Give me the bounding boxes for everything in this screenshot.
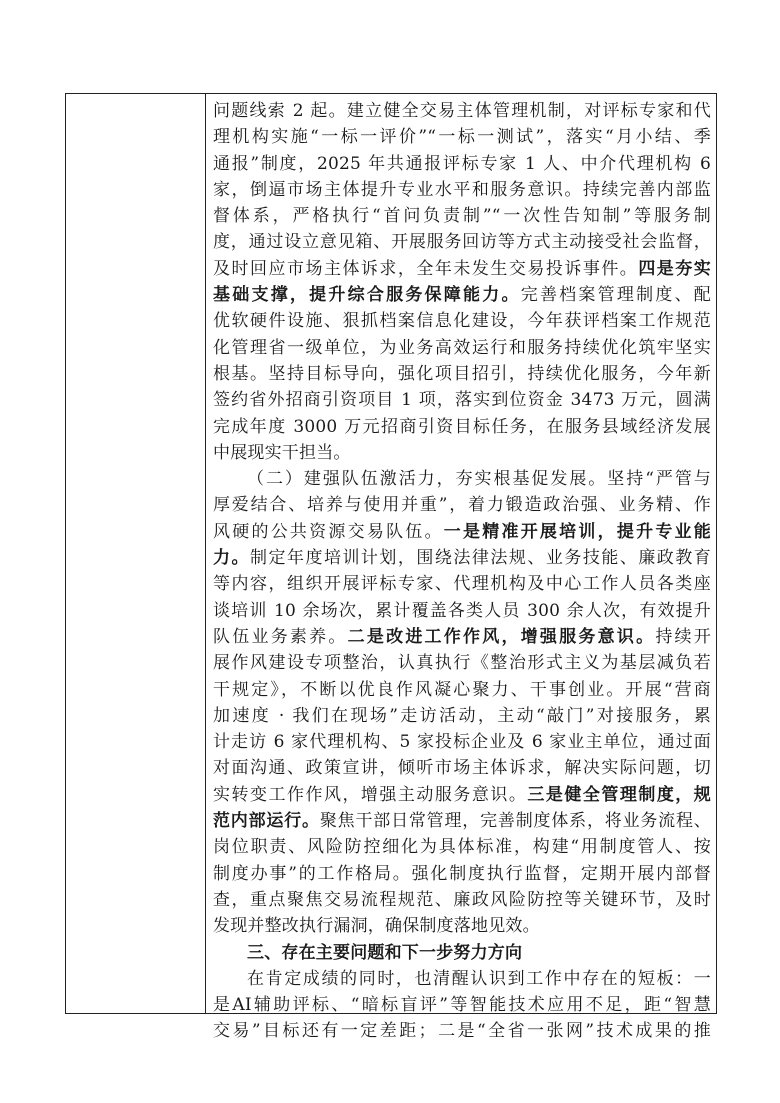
text-line	[213, 177, 711, 203]
text-segment: 理机构实施“一标一评价”“一标一测试”，落实“月小结、季	[213, 127, 711, 148]
bold-text-segment: 范内部运行。	[213, 811, 320, 832]
text-segment: 督体系，严格执行“首问负责制”“一次性告知制”等服务制	[213, 206, 711, 227]
text-segment: 聚焦干部日常管理，完善制度体系，将业务流程、	[319, 811, 711, 832]
text-line	[213, 677, 711, 703]
text-segment: 厚爱结合、培养与使用并重”，着力锻造政治强、业务精、作	[213, 495, 711, 516]
text-segment: 对面沟通、政策宣讲，倾听市场主体诉求，解决实际问题，切	[213, 758, 711, 779]
text-line	[213, 98, 711, 124]
text-line	[213, 729, 711, 755]
text-line	[213, 361, 711, 387]
text-line	[213, 203, 711, 229]
text-line	[213, 650, 711, 676]
bold-text-segment: 一是精准开展培训，提升专业能	[443, 521, 711, 542]
text-line	[213, 887, 711, 913]
text-line	[213, 571, 711, 597]
text-segment: 实转变工作作风，增强主动服务意识。	[213, 784, 528, 805]
text-line	[213, 440, 711, 466]
text-segment: 是AI辅助评标、“暗标盲评”等智能技术应用不足，距“智慧	[213, 995, 711, 1016]
bold-text-segment: 四是夯实	[638, 258, 711, 279]
bold-text-segment: 基础支撑，提升综合服务保障能力。	[213, 285, 521, 306]
text-segment: 在肯定成绩的同时，也清醒认识到工作中存在的短板：一	[247, 968, 711, 989]
text-line	[213, 387, 711, 413]
text-line	[213, 913, 711, 939]
bold-text-segment: 二是改进工作作风，增强服务意识。	[347, 626, 656, 647]
text-line	[213, 151, 711, 177]
text-segment: 问题线索 2 起。建立健全交易主体管理机制，对评标专家和代	[213, 101, 711, 121]
text-line	[213, 598, 711, 624]
bold-text-segment: 三是健全管理制度，规	[527, 784, 711, 805]
text-line	[213, 861, 711, 887]
text-line	[213, 1018, 711, 1044]
text-line	[213, 545, 711, 571]
bold-text-segment: 力。	[213, 548, 250, 569]
text-segment: 发现并整改执行漏洞，确保制度落地见效。	[213, 916, 540, 937]
text-segment: 计走访 6 家代理机构、5 家投标企业及 6 家业主单位，通过面	[213, 732, 711, 753]
text-segment: 制定年度培训计划，围绕法律法规、业务技能、廉政教育	[249, 548, 711, 569]
text-line	[213, 519, 711, 545]
text-segment: 完成年度 3000 万元招商引资目标任务，在服务县域经济发展	[213, 416, 711, 437]
text-segment: 交易”目标还有一定差距；二是“全省一张网”技术成果的推	[213, 1021, 711, 1042]
text-segment: 等内容，组织开展评标专家、代理机构及中心工作人员各类座	[213, 574, 711, 595]
text-segment: 优软硬件设施、狠抓档案信息化建设，今年获评档案工作规范	[213, 311, 711, 332]
text-line	[213, 124, 711, 150]
document-body	[213, 98, 711, 1045]
text-segment: 根基。坚持目标导向，强化项目招引，持续优化服务，今年新	[213, 363, 711, 384]
text-line	[213, 966, 711, 992]
text-line	[213, 308, 711, 334]
text-segment: 加速度 · 我们在现场”走访活动，主动“敲门”对接服务，累	[213, 705, 711, 726]
text-segment: 岗位职责、风险防控细化为具体标准，构建“用制度管人、按	[213, 837, 711, 858]
text-segment: 展作风建设专项整治，认真执行《整治形式主义为基层减负若	[213, 653, 711, 674]
text-line	[213, 834, 711, 860]
text-segment: 中展现实干担当。	[213, 442, 351, 463]
text-segment: 度，通过设立意见箱、开展服务回访等方式主动接受社会监督，	[213, 232, 711, 253]
text-segment: 家，倒逼市场主体提升专业水平和服务意识。持续完善内部监	[213, 179, 711, 200]
text-line	[213, 466, 711, 492]
text-line	[213, 282, 711, 308]
text-segment: 完善档案管理制度、配	[520, 285, 711, 306]
text-segment: 查，重点聚焦交易流程规范、廉政风险防控等关键环节，及时	[213, 889, 711, 910]
text-line	[213, 755, 711, 781]
text-segment: 持续开	[655, 626, 711, 647]
text-segment: 谈培训 10 余场次，累计覆盖各类人员 300 余人次，有效提升	[213, 600, 711, 621]
text-line	[213, 703, 711, 729]
text-segment: 队伍业务素养。	[213, 626, 348, 647]
table-column-divider	[205, 93, 206, 1014]
text-line	[213, 492, 711, 518]
text-segment: 及时回应市场主体诉求，全年未发生交易投诉事件。	[213, 258, 639, 279]
text-line	[213, 940, 711, 966]
text-segment: 通报”制度，2025 年共通报评标专家 1 人、中介代理机构 6	[213, 153, 711, 174]
text-line	[213, 335, 711, 361]
text-line	[213, 414, 711, 440]
text-line	[213, 624, 711, 650]
text-segment: 签约省外招商引资项目 1 项，落实到位资金 3473 万元，圆满	[213, 390, 711, 411]
text-line	[213, 229, 711, 255]
text-segment: 干规定》，不断以优良作风凝心聚力、干事创业。开展“营商	[213, 679, 711, 700]
text-segment: 坚持“严管与	[607, 469, 711, 490]
text-segment: 风硬的公共资源交易队伍。	[213, 521, 444, 542]
text-segment: 制度办事”的工作格局。强化制度执行监督，定期开展内部督	[213, 863, 711, 884]
text-line	[213, 782, 711, 808]
text-line	[213, 992, 711, 1018]
text-line	[213, 256, 711, 282]
text-segment: 化管理省一级单位，为业务高效运行和服务持续优化筑牢坚实	[213, 337, 711, 358]
bold-text-segment: 三、存在主要问题和下一步努力方向	[247, 942, 523, 963]
text-line	[213, 808, 711, 834]
text-segment: （二）建强队伍激活力，夯实根基促发展。	[247, 469, 608, 490]
